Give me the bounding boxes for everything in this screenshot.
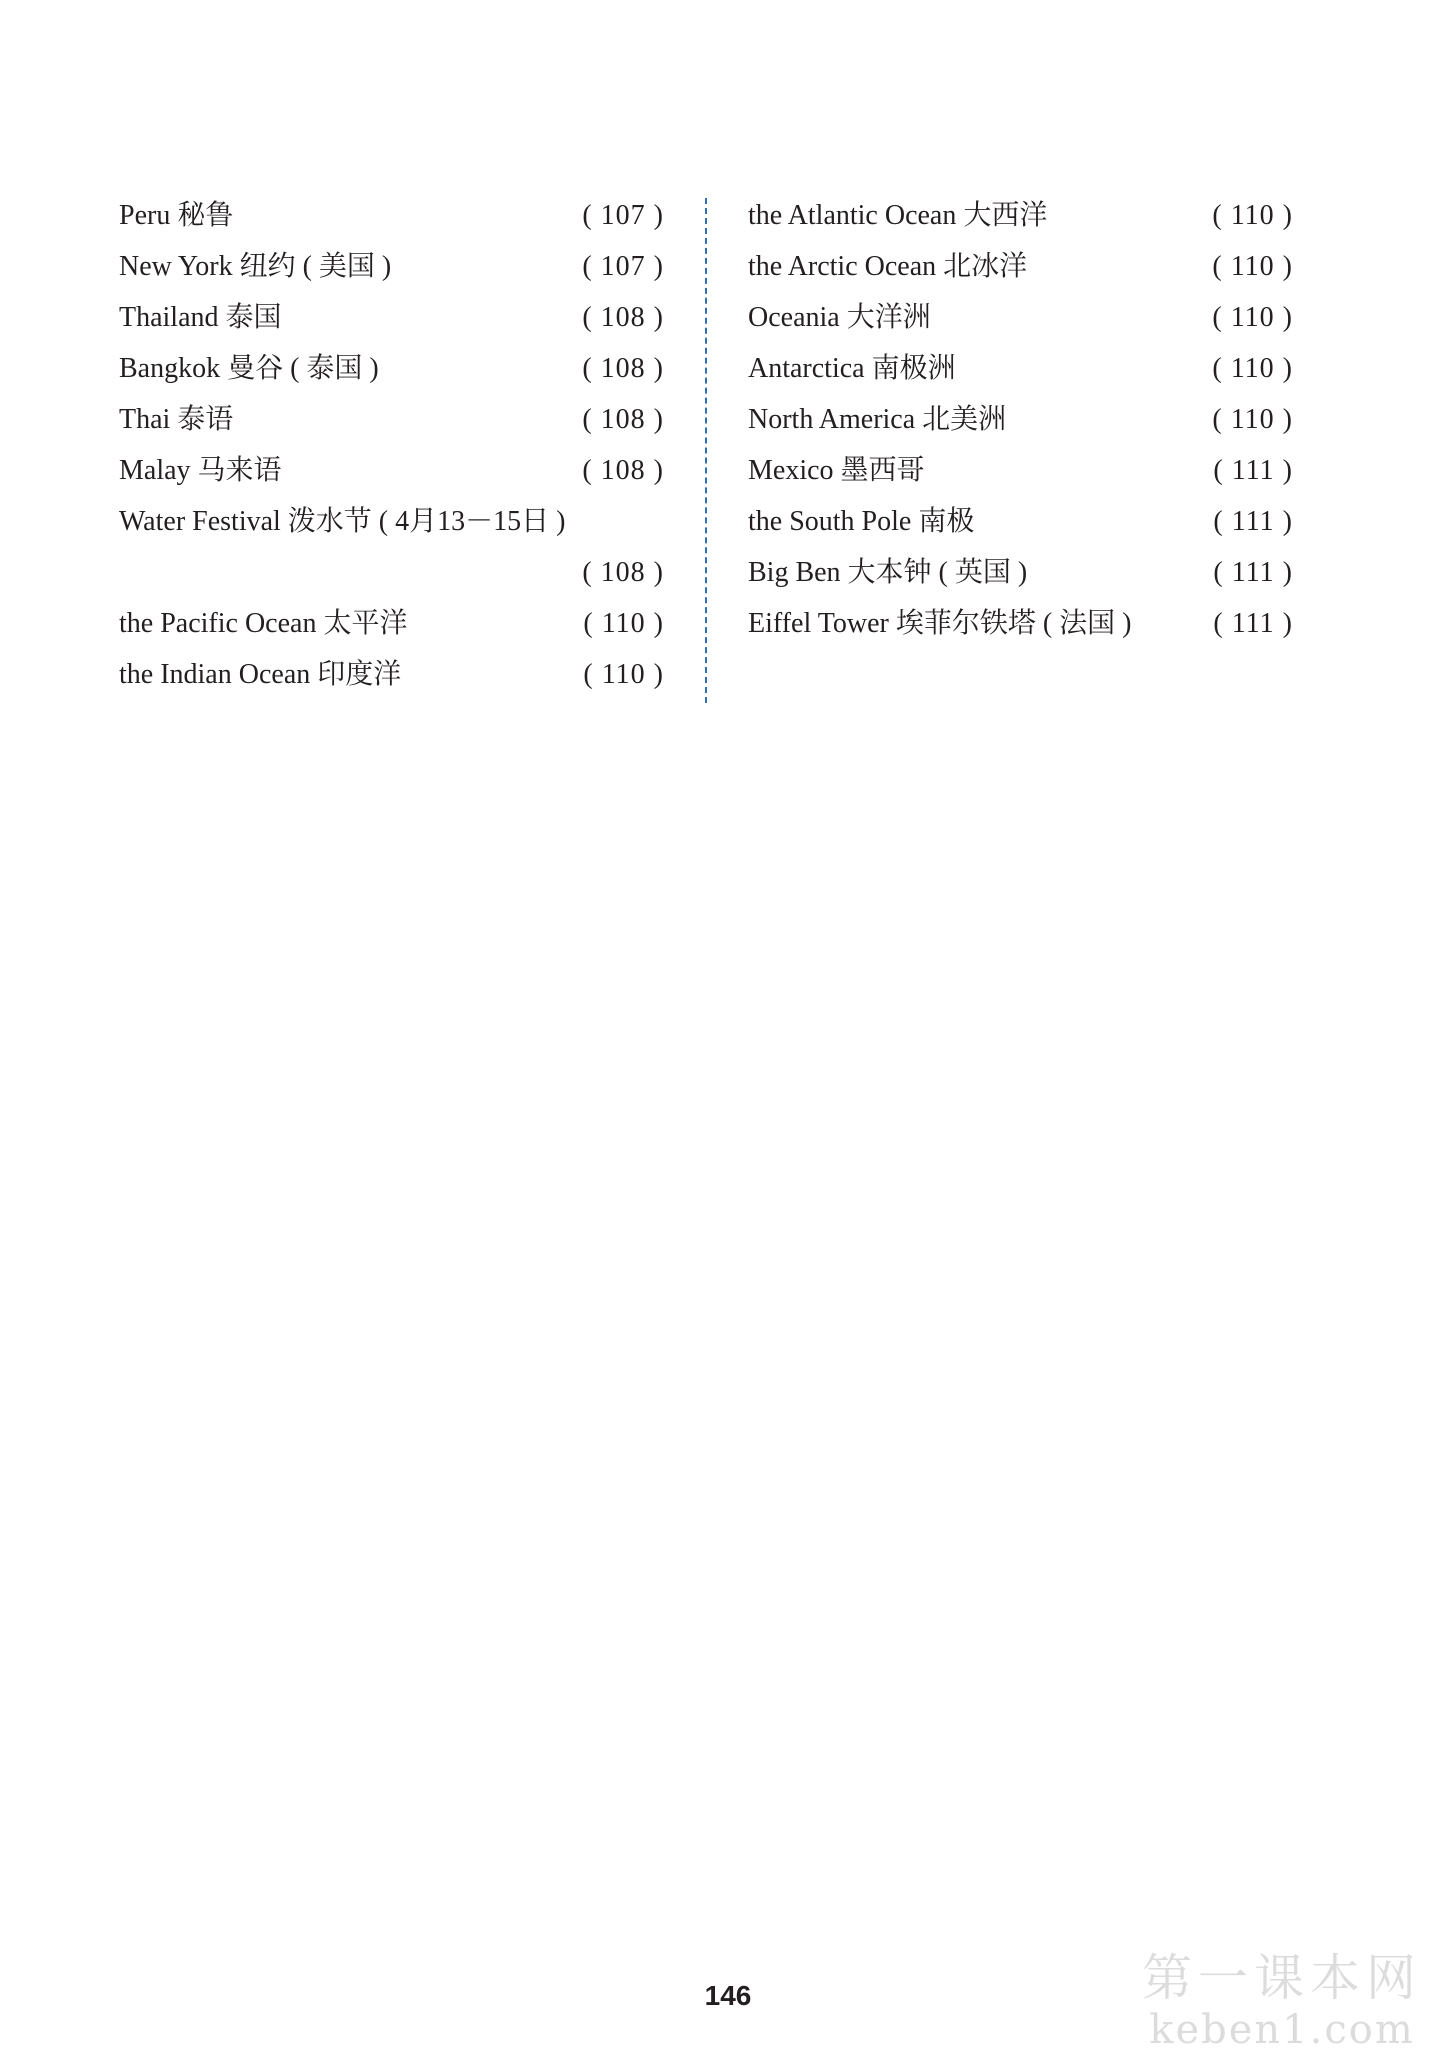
entry-term: Thai 泰语 — [119, 404, 234, 435]
entry-page-ref: ( 108 ) — [582, 557, 664, 588]
watermark-en-text: keben1.com — [1149, 2007, 1415, 2053]
entry-term: Mexico 墨西哥 — [748, 455, 925, 486]
glossary-entry — [119, 241, 664, 292]
entry-page-ref: ( 111 ) — [1213, 557, 1293, 588]
entry-term: Oceania 大洋洲 — [748, 302, 931, 333]
entry-page-ref: ( 107 ) — [582, 200, 664, 231]
glossary-entry — [748, 496, 1293, 547]
entry-term: Water Festival 泼水节 ( 4月13－15日 ) — [119, 506, 566, 537]
glossary-entry — [119, 445, 664, 496]
entry-term: Antarctica 南极洲 — [748, 353, 956, 384]
entry-term: the South Pole 南极 — [748, 506, 975, 537]
page-number: 146 — [704, 1980, 752, 2011]
entry-page-ref: ( 110 ) — [583, 608, 664, 639]
watermark — [1132, 1948, 1432, 2052]
entry-page-ref: ( 110 ) — [1212, 404, 1293, 435]
entry-term: Big Ben 大本钟 ( 英国 ) — [748, 557, 1028, 588]
glossary-entry — [748, 343, 1293, 394]
glossary-left-column — [119, 190, 664, 700]
glossary-entry — [748, 241, 1293, 292]
glossary-entry — [748, 394, 1293, 445]
glossary-entry — [748, 190, 1293, 241]
glossary-entry — [748, 547, 1293, 598]
entry-page-ref: ( 110 ) — [1212, 251, 1293, 282]
glossary-right-column — [748, 190, 1293, 649]
glossary-entry-continuation — [119, 547, 664, 598]
entry-term: the Atlantic Ocean 大西洋 — [748, 200, 1048, 231]
glossary-entry — [119, 649, 664, 700]
glossary-entry — [119, 190, 664, 241]
entry-term: Thailand 泰国 — [119, 302, 282, 333]
entry-page-ref: ( 108 ) — [582, 455, 664, 486]
entry-term: North America 北美洲 — [748, 404, 1007, 435]
entry-term: the Arctic Ocean 北冰洋 — [748, 251, 1028, 282]
entry-page-ref: ( 107 ) — [582, 251, 664, 282]
entry-page-ref: ( 111 ) — [1213, 455, 1293, 486]
entry-page-ref: ( 110 ) — [1212, 353, 1293, 384]
glossary-entry — [119, 598, 664, 649]
entry-term: Eiffel Tower 埃菲尔铁塔 ( 法国 ) — [748, 608, 1132, 639]
entry-page-ref: ( 111 ) — [1213, 608, 1293, 639]
glossary-entry — [119, 496, 664, 547]
entry-page-ref: ( 110 ) — [1212, 302, 1293, 333]
glossary-entry — [119, 292, 664, 343]
entry-page-ref: ( 108 ) — [582, 404, 664, 435]
glossary-entry — [748, 445, 1293, 496]
entry-page-ref: ( 110 ) — [1212, 200, 1293, 231]
glossary-entry — [119, 343, 664, 394]
entry-page-ref: ( 108 ) — [582, 353, 664, 384]
entry-term: Peru 秘鲁 — [119, 200, 234, 231]
entry-page-ref: ( 110 ) — [583, 659, 664, 690]
glossary-entry — [748, 292, 1293, 343]
watermark-cn-text: 第一课本网 — [1142, 1949, 1422, 2007]
entry-term: the Indian Ocean 印度洋 — [119, 659, 402, 690]
entry-term: New York 纽约 ( 美国 ) — [119, 251, 392, 282]
entry-page-ref: ( 108 ) — [582, 302, 664, 333]
entry-term: Malay 马来语 — [119, 455, 282, 486]
entry-term: the Pacific Ocean 太平洋 — [119, 608, 408, 639]
column-divider — [705, 198, 707, 703]
glossary-entry — [748, 598, 1293, 649]
glossary-entry — [119, 394, 664, 445]
entry-page-ref: ( 111 ) — [1213, 506, 1293, 537]
entry-term: Bangkok 曼谷 ( 泰国 ) — [119, 353, 379, 384]
